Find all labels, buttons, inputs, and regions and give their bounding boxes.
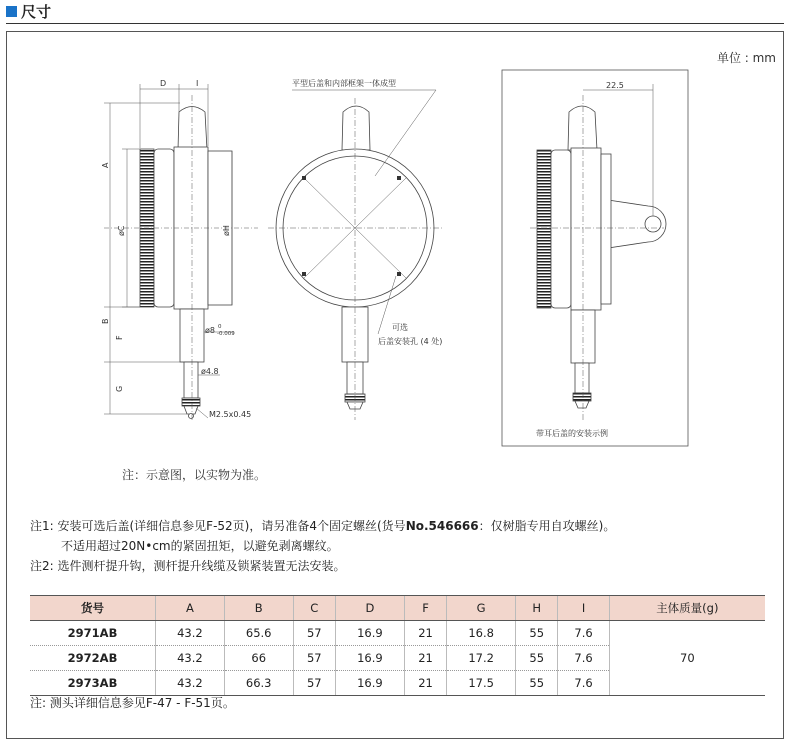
cell: 17.2 — [447, 646, 516, 671]
note-2: 注2: 选件测杆提升钩，测杆提升线缆及锁紧装置无法安装。 — [30, 559, 346, 573]
table-row — [30, 621, 765, 646]
section-title: 尺寸 — [21, 2, 52, 21]
cell: 16.9 — [336, 646, 405, 671]
cell: 55 — [516, 671, 558, 696]
callout-back-cover: 平型后盖和内部框架一体成型 — [292, 79, 396, 88]
dim-G: G — [115, 385, 124, 392]
cell: 55 — [516, 646, 558, 671]
dim-F: F — [115, 335, 124, 340]
mass-cell: 70 — [609, 621, 765, 696]
dim-B: B — [101, 318, 110, 324]
figure-note: 注：示意图，以实物为准。 — [122, 468, 267, 482]
spec-table — [30, 595, 765, 696]
cell: 55 — [516, 621, 558, 646]
cell: 21 — [404, 646, 446, 671]
notes-block — [30, 516, 615, 576]
cell: 17.5 — [447, 671, 516, 696]
col-header: F — [404, 596, 446, 621]
col-header: I — [558, 596, 609, 621]
cell: 43.2 — [156, 621, 225, 646]
cell: 66.3 — [224, 671, 293, 696]
col-header: C — [293, 596, 335, 621]
note-1-line2: 不适用超过20N•cm的紧固扭矩，以避免剥离螺纹。 — [61, 539, 339, 553]
stem-tol-upper: 0 — [218, 324, 222, 330]
cell: 43.2 — [156, 646, 225, 671]
col-header: B — [224, 596, 293, 621]
callout-holes: 后盖安装孔 (4 处) — [378, 337, 443, 346]
cell: 7.6 — [558, 646, 609, 671]
col-header: 主体质量(g) — [609, 596, 765, 621]
col-header: D — [336, 596, 405, 621]
cell: 21 — [404, 671, 446, 696]
lug-caption: 带耳后盖的安装示例 — [536, 429, 608, 438]
cell: 57 — [293, 621, 335, 646]
stem-diameter: ø8 — [205, 326, 215, 335]
cell: 21 — [404, 621, 446, 646]
lug-width-dim: 22.5 — [606, 81, 624, 90]
callout-optional: 可选 — [392, 323, 408, 332]
dim-A: A — [101, 162, 110, 168]
footnote: 注: 测头详细信息参见F-47 - F-51页。 — [30, 696, 235, 710]
cell: 16.8 — [447, 621, 516, 646]
cell: 7.6 — [558, 621, 609, 646]
col-header: A — [156, 596, 225, 621]
dim-phiC: øC — [117, 225, 126, 236]
lug-back-view — [537, 106, 666, 408]
thread-spec: M2.5x0.45 — [209, 410, 252, 419]
cell: 16.9 — [336, 671, 405, 696]
dim-D: D — [160, 79, 167, 88]
cell: 65.6 — [224, 621, 293, 646]
cell: 16.9 — [336, 621, 405, 646]
col-header: H — [516, 596, 558, 621]
col-header: 货号 — [30, 596, 156, 621]
cell: 43.2 — [156, 671, 225, 696]
cell: 57 — [293, 646, 335, 671]
dim-phiH: øH — [222, 225, 231, 236]
unit-label: 单位 : mm — [716, 51, 776, 65]
spindle-diameter: ø4.8 — [201, 367, 219, 376]
cell: 7.6 — [558, 671, 609, 696]
dim-I: I — [196, 79, 199, 88]
cell: 2971AB — [30, 621, 156, 646]
note-1: 注1: 安装可选后盖(详细信息参见F-52页)，请另准备4个固定螺丝(货号No.546666：仅树脂专用自攻螺丝)。 — [30, 519, 616, 533]
cell: 57 — [293, 671, 335, 696]
cell: 66 — [224, 646, 293, 671]
table-header-row — [30, 596, 765, 621]
part-number: No.546666 — [405, 519, 479, 533]
stem-tol-lower: -0.009 — [217, 331, 235, 337]
col-header: G — [447, 596, 516, 621]
cell: 2973AB — [30, 671, 156, 696]
cell: 2972AB — [30, 646, 156, 671]
